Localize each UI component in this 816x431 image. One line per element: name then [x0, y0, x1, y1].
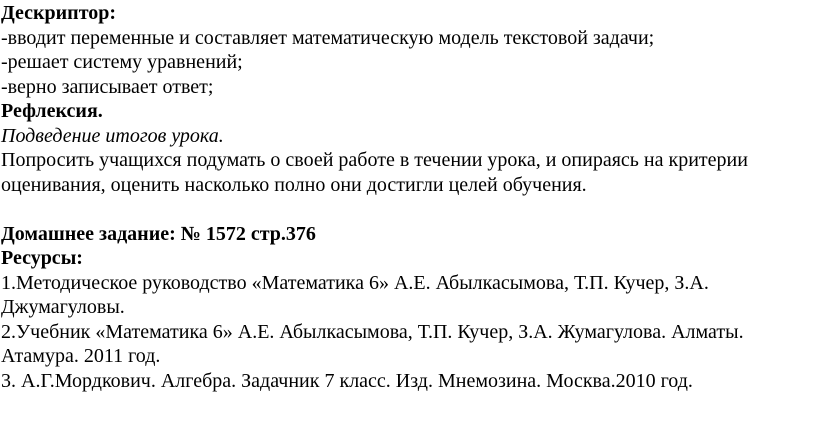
- resource-line: Джумагуловы.: [1, 296, 125, 318]
- homework-line: Домашнее задание: № 1572 стр.376: [1, 222, 316, 245]
- descriptor-item: -вводит переменные и составляет математическую модель текстовой задачи;: [1, 26, 655, 49]
- blank-line: [1, 197, 813, 222]
- resource-line: 2.Учебник «Математика 6» А.Е. Абылкасымова, Т.П. Кучер, З.А. Жумагулова. Алматы.: [1, 320, 744, 343]
- document-page: [1, 1, 813, 393]
- descriptor-item: -верно записывает ответ;: [1, 75, 214, 98]
- resource-line: Атамура. 2011 год.: [1, 345, 161, 367]
- resource-line: 1.Методическое руководство «Математика 6» А.Е. Абылкасымова, Т.П. Кучер, З.А.: [1, 271, 709, 294]
- resources-heading: Ресурсы:: [1, 247, 83, 269]
- resource-line: 3. А.Г.Мордкович. Алгебра. Задачник 7 класс. Изд. Мнемозина. Москва.2010 год.: [1, 369, 693, 392]
- descriptor-item: -решает систему уравнений;: [1, 51, 243, 73]
- reflection-text-line: оценивания, оценить насколько полно они достигли целей обучения.: [1, 173, 587, 196]
- reflection-text-line: Попросить учащихся подумать о своей работе в течении урока, и опираясь на критерии: [1, 149, 748, 171]
- reflection-heading: Рефлексия.: [1, 100, 103, 122]
- descriptor-heading: Дескриптор:: [1, 2, 117, 24]
- reflection-subheading: Подведение итогов урока.: [1, 124, 224, 147]
